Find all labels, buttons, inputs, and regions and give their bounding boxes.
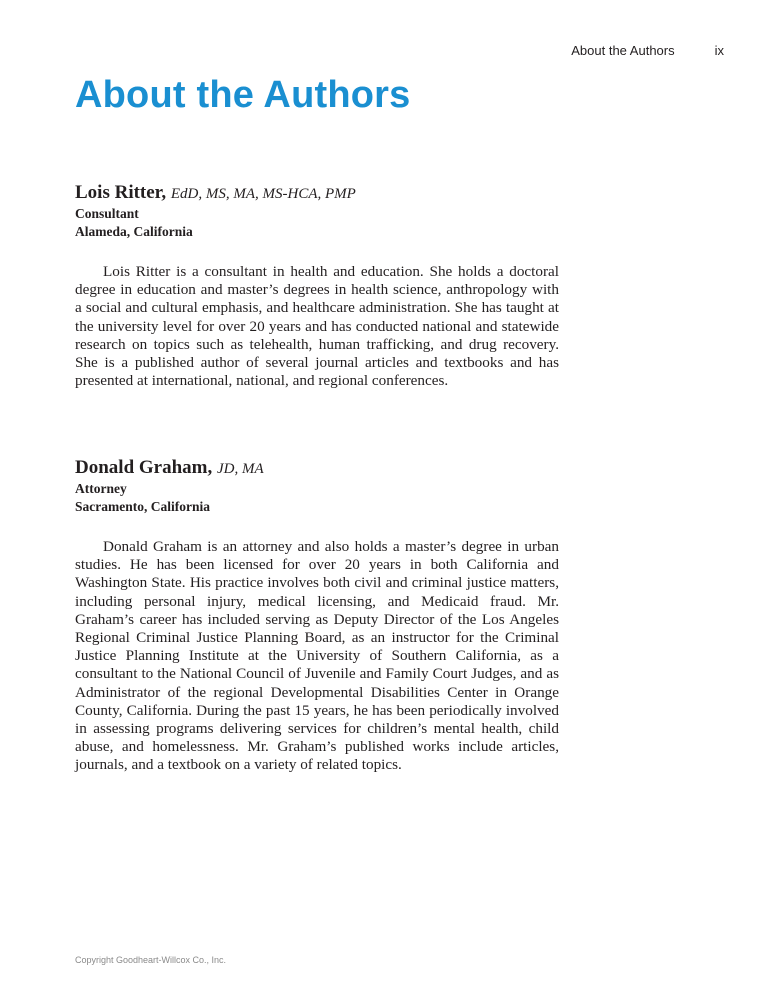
author-name-line — [75, 457, 559, 480]
author-name: Donald Graham, — [75, 457, 213, 478]
author-credentials: JD, MA — [217, 461, 264, 477]
page-number: ix — [714, 43, 724, 58]
author-location: Sacramento, California — [75, 499, 210, 514]
running-head-section: About the Authors — [571, 43, 675, 58]
author-name-line — [75, 182, 559, 205]
author-credentials: EdD, MS, MA, MS-HCA, PMP — [170, 186, 356, 202]
author-entry-donald-graham — [75, 457, 559, 775]
author-role: Consultant — [75, 206, 139, 221]
author-bio: Donald Graham is an attorney and also holds a master’s degree in urban studies. He has been licensed for over 20 years in both California and Washington State. His practice involves both civil and criminal justice matters, including personal injury, medical licensing, and Medicaid fraud. Mr. Graham’s career has included serving as Deputy Director of the Los Angeles Regional Criminal Justice Planning Board, as an instructor for the Criminal Justice Planning Institute at the University of Southern California, as a consultant to the National Council of Juvenile and Family Court Judges, and as Administrator of the regional Developmental Disabilities Center in Orange County, California. During the past 15 years, he has been periodically involved in assessing programs delivering services for children’s mental health, child abuse, and homelessness. Mr. Graham’s published works include articles, journals, and a textbook on a variety of related topics. — [75, 538, 559, 774]
author-role: Attorney — [75, 481, 127, 496]
copyright-footer: Copyright Goodheart-Willcox Co., Inc. — [75, 955, 227, 965]
author-name: Lois Ritter, — [75, 182, 167, 203]
author-location: Alameda, California — [75, 224, 193, 239]
running-head — [571, 43, 724, 58]
author-entry-lois-ritter — [75, 182, 559, 390]
author-bio: Lois Ritter is a consultant in health and education. She holds a doctoral degree in education and master’s degrees in health science, anthropology with a social and cultural emphasis, and healthcare administration. She has taught at the university level for over 20 years and has conducted national and statewide research on topics such as telehealth, human trafficking, and drug recovery. She is a published author of several journal articles and textbooks and has presented at international, national, and regional conferences. — [75, 263, 559, 390]
page-title: About the Authors — [75, 74, 411, 116]
